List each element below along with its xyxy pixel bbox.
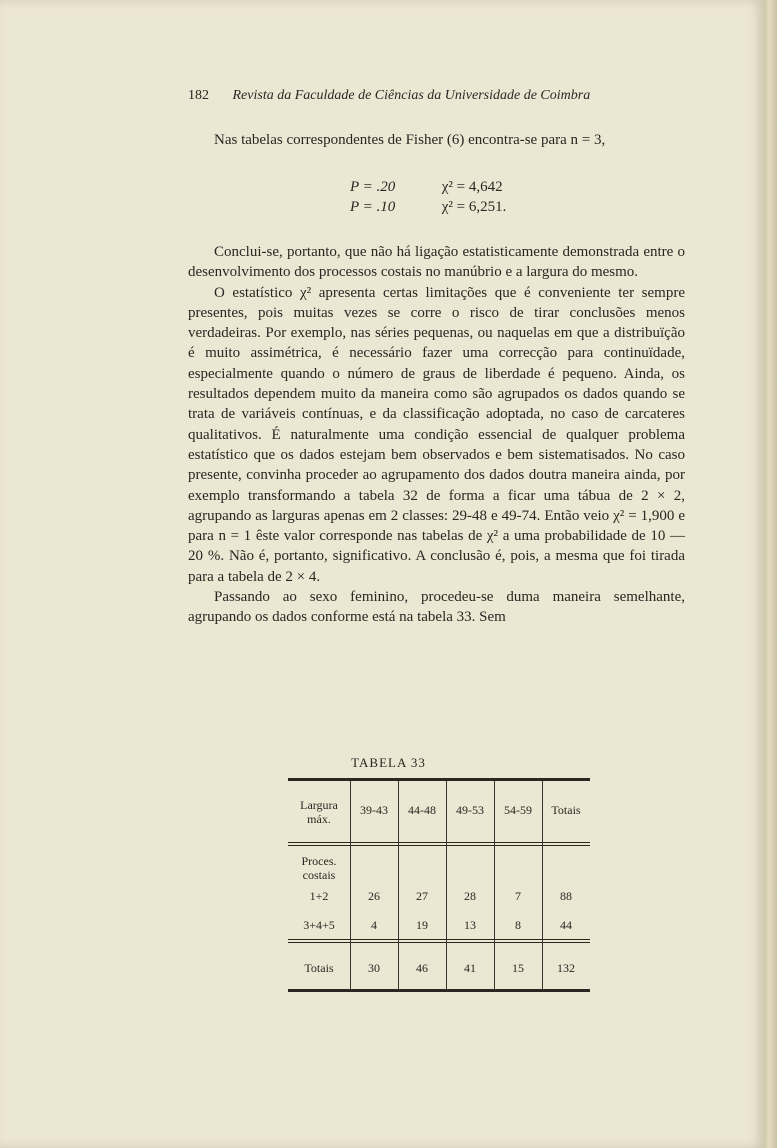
paragraph: Passando ao sexo feminino, procedeu-se duma maneira semelhante, agrupando os dados conforme está na tabela 33. Sem (188, 589, 685, 626)
formula-row (350, 197, 506, 217)
table-cell: 7 (515, 889, 521, 903)
row-group-label-line: Proces. (301, 854, 337, 868)
formula-chi: χ² = 4,642 (441, 179, 503, 195)
corner-label (288, 798, 350, 826)
header-rule (288, 842, 590, 843)
table-cell: 88 (560, 889, 572, 903)
paragraph: O estatístico χ² apresenta certas limitações que é conveniente ter sempre presentes, pois muitas vezes se corre o risco de tirar conclusões menos verdadeiras. Por exemplo, nas séries pequenas, ou naquelas em que a distribuïção é muito assimétrica, é necessário fazer uma correcção para continuïdade, especialmente quando o número de graus de liberdade é pequeno. Ainda, os resultados dependem muito da maneira como são agrupados os dados quando se trata de variáveis contínuas, e da classificação adoptada, no caso de carcateres qualitativos. É naturalmente uma condição essencial de qualquer problema estatístico que os dados estejam bem observados e bem sistematisados. No caso presente, convinha proceder ao agrupamento dos dados doutra maneira ainda, por exemplo transformando a tabela 32 de forma a ficar uma tábua de 2 × 2, agrupando as larguras apenas em 2 classes: 29-48 e 49-74. Então veio χ² = 1,900 e para n = 1 êste valor corresponde nas tabelas de χ² a uma probabilidade de 10 — 20 %. Não é, portanto, significativo. A conclusão é, pois, a mesma que foi tirada para a tabela de 2 × 4. (188, 284, 685, 585)
table-cell: 28 (464, 889, 476, 903)
totals-cell: 15 (512, 961, 524, 975)
table-cell: 26 (368, 889, 380, 903)
totals-cell: 46 (416, 961, 428, 975)
corner-label-line: Largura (300, 798, 338, 812)
page-edge (764, 0, 777, 1148)
table-cell: 4 (371, 918, 377, 932)
table-cell: 19 (416, 918, 428, 932)
page-number: 182 (188, 88, 209, 103)
table-cell: 44 (560, 918, 572, 932)
running-head (188, 88, 658, 104)
journal-title: Revista da Faculdade de Ciências da Universidade de Coimbra (232, 88, 591, 103)
data-table (288, 778, 590, 996)
column-header: 54-59 (504, 803, 532, 817)
table-bottom-rule (288, 989, 590, 992)
row-label: 3+4+5 (303, 918, 335, 932)
formula-row (350, 177, 503, 197)
column-header: 49-53 (456, 803, 484, 817)
table-cell: 13 (464, 918, 476, 932)
totals-rule (288, 942, 590, 943)
header-rule (288, 845, 590, 846)
table-cell: 8 (515, 918, 521, 932)
column-header: 39-43 (360, 803, 388, 817)
table-top-rule (288, 778, 590, 781)
intro-text (188, 130, 685, 150)
totals-cell: 132 (557, 961, 575, 975)
body-text (188, 242, 685, 628)
table-cell: 27 (416, 889, 428, 903)
totals-rule (288, 939, 590, 940)
corner-label-line: máx. (307, 812, 331, 826)
table-caption: TABELA 33 (351, 755, 426, 770)
totals-cell: 30 (368, 961, 380, 975)
totals-cell: 41 (464, 961, 476, 975)
column-header: 44-48 (408, 803, 436, 817)
paragraph: Conclui-se, portanto, que não há ligação estatisticamente demonstrada entre o desenvolvimento dos processos costais no manúbrio e a largura do mesmo. (188, 244, 685, 281)
row-group-label-line: costais (302, 868, 336, 882)
row-label: 1+2 (309, 889, 329, 903)
column-header: Totais (551, 803, 581, 817)
formula-p: P = .20 (350, 179, 396, 195)
totals-label: Totais (304, 961, 334, 975)
intro-paragraph: Nas tabelas correspondentes de Fisher (6) encontra-se para n = 3, (214, 132, 606, 148)
formula-p: P = .10 (350, 199, 396, 215)
formula-chi: χ² = 6,251. (441, 199, 507, 215)
row-group-label (288, 854, 350, 882)
